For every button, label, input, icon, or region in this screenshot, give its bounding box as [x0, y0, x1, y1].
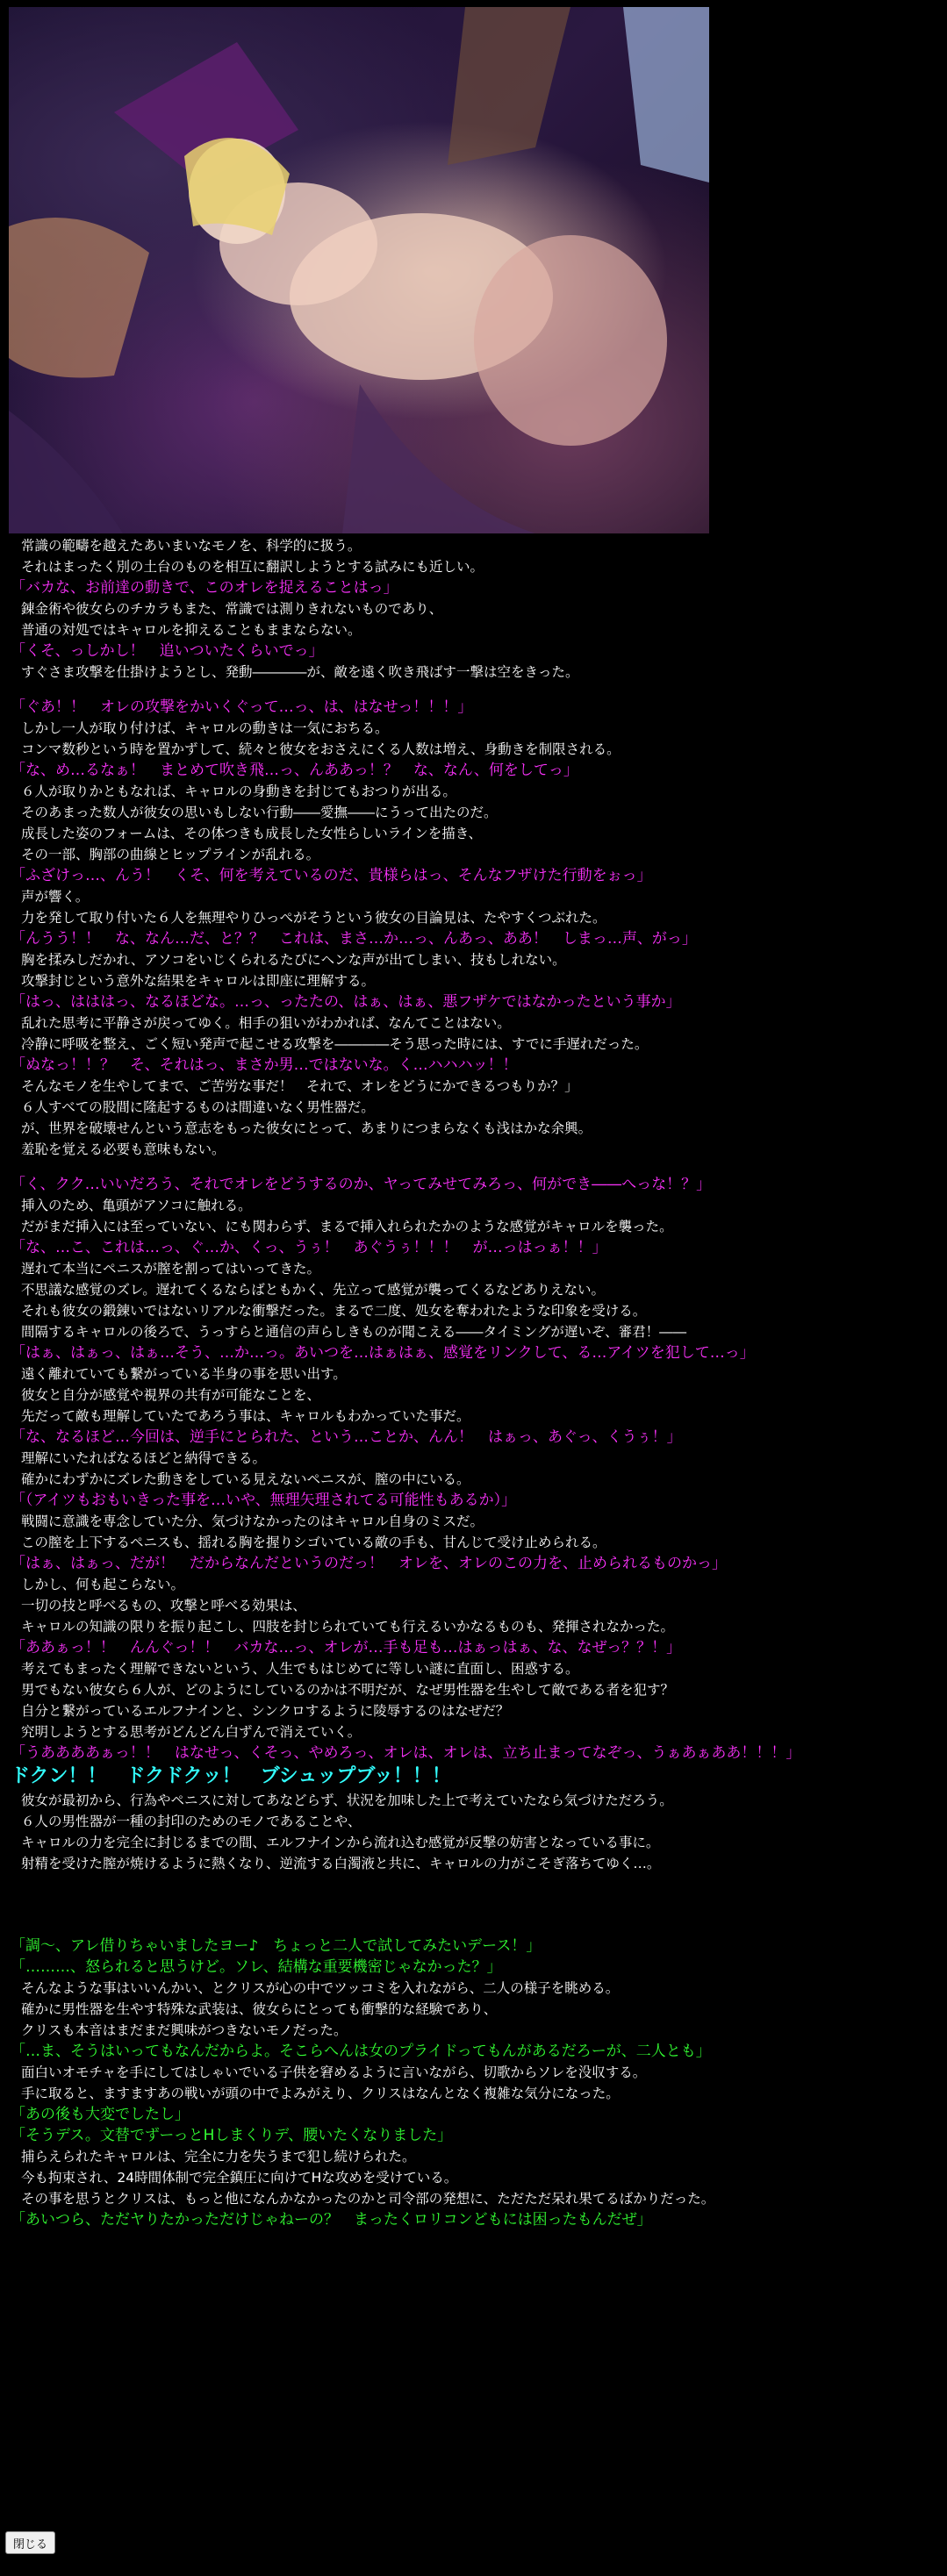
narration-line: 戦闘に意識を専念していた分、気づけなかったのはキャロル自身のミスだ。 — [21, 1513, 484, 1529]
spacer — [11, 683, 941, 697]
narration-line: 羞恥を覚える必要も意味もない。 — [21, 1141, 226, 1157]
narration-line: 挿入のため、亀頭がアソコに触れる。 — [21, 1198, 252, 1213]
dialogue-line: 「く、クク…いいだろう、それでオレをどうするのか、ヤってみせてみろっ、何ができ――へっな！？」 — [11, 1176, 712, 1193]
dialogue-line: 「ふざけっ…、んう！ くそ、何を考えているのだ、貴様らはっ、そんなフザけた行動をぉっ」 — [11, 867, 652, 884]
dialogue-line: 「な、なるほど…今回は、逆手にとられた、という…ことか、んん！ はぁっ、あぐっ、くうぅ！」 — [11, 1428, 682, 1446]
dialogue-line: 「調～、アレ借りちゃいましたヨー♪ ちょっと二人で試してみたいデース！」 — [11, 1937, 542, 1955]
narration-line: 遠く離れていても繋がっている半身の事を思い出す。 — [21, 1366, 347, 1382]
dialogue-line: 「くそ、っしかし！ 追いついたくらいでっ」 — [11, 642, 324, 660]
narration-line: 胸を揉みしだかれ、アソコをいじくられるたびにヘンな声が出てしまい、技もしれない。 — [21, 952, 566, 968]
dialogue-line: 「ぬなっ！！？ そ、それはっ、まさか男…ではないな。く…ハハハッ！！ — [11, 1056, 518, 1074]
narration-line: 錬金術や彼女らのチカラもまた、常識では測りきれないものであり、 — [21, 601, 443, 617]
narration-line: 普通の対処ではキャロルを抑えることもままならない。 — [21, 622, 362, 638]
illustration-shapes — [9, 7, 709, 533]
dialogue-line: 「はぁ、はぁっ、だが！ だからなんだというのだっ！ オレを、オレのこの力を、止められるものかっ」 — [11, 1555, 727, 1572]
dialogue-line: 「な、…こ、これは…っ、ぐ…か、くっ、うぅ！ あぐうぅ！！！ が…っはっぁ！！」 — [11, 1239, 607, 1256]
spacer — [11, 1160, 941, 1174]
narration-line: 先だって敵も理解していたであろう事は、キャロルもわかっていた事だ。 — [21, 1408, 470, 1424]
dialogue-line: 「（アイツもおもいきった事を…いや、無理矢理されてる可能性もあるか）」 — [11, 1492, 517, 1509]
narration-line: クリスも本音はまだまだ興味がつきないモノだった。 — [21, 2022, 348, 2038]
narration-line: 今も拘束され、24時間体制で完全鎮圧に向けてHな攻めを受けている。 — [21, 2170, 458, 2186]
narration-line: 確かにわずかにズレた動きをしている見えないペニスが、膣の中にいる。 — [21, 1471, 470, 1487]
narration-line: 乱れた思考に平静さが戻ってゆく。相手の狙いがわかれば、なんてことはない。 — [21, 1015, 511, 1031]
close-button[interactable]: 閉じる — [5, 2531, 55, 2554]
narration-line: ６人すべての股間に隆起するものは間違いなく男性器だ。 — [21, 1099, 375, 1115]
narration-line: キャロルの知識の限りを振り起こし、四肢を封じられていても行えるいかなるものも、発揮されなかった。 — [21, 1619, 675, 1635]
narration-line: が、世界を破壊せんという意志をもった彼女にとって、あまりにつまらなくも浅はかな余興。 — [21, 1120, 592, 1136]
sound-effect-line: ドクン！！ ドクドクッ！ ブシュップブッ！！！ — [11, 1765, 451, 1787]
narration-line: コンマ数秒という時を置かずして、続々と彼女をおさえにくる人数は増え、身動きを制限される。 — [21, 741, 621, 757]
narration-line: 一切の技と呼べるもの、攻撃と呼べる効果は、 — [21, 1598, 306, 1614]
narration-line: そんなモノを生やしてまで、ご苦労な事だ！ それで、オレをどうにかできるつもりか？」 — [21, 1078, 578, 1094]
narration-line: すぐさま攻撃を仕掛けようとし、発動――――が、敵を遠く吹き飛ばす一撃は空をきった。 — [21, 664, 579, 680]
narration-line: この膣を上下するペニスも、揺れる胸を握りシゴいている敵の手も、甘んじて受け止められる。 — [21, 1535, 606, 1550]
story-text — [11, 535, 941, 2230]
narration-line: 理解にいたればなるほどと納得できる。 — [21, 1450, 267, 1466]
dialogue-line: 「バカな、お前達の動きで、このオレを捉えることはっ」 — [11, 579, 398, 597]
narration-line: 捕らえられたキャロルは、完全に力を失うまで犯し続けられた。 — [21, 2149, 416, 2165]
narration-line: ６人の男性器が一種の封印のためのモノであることや、 — [21, 1814, 362, 1829]
narration-line: キャロルの力を完全に封じるまでの間、エルフナインから流れ込む感覚が反撃の妨害となっている事に。 — [21, 1835, 660, 1850]
narration-line: 冷静に呼吸を整え、ごく短い発声で起こせる攻撃を――――そう思った時には、すでに手遅れだった。 — [21, 1036, 649, 1052]
narration-line: その一部、胸部の曲線とヒップラインが乱れる。 — [21, 847, 320, 862]
narration-line: 力を発して取り付いた６人を無理やりひっぺがそうという彼女の目論見は、たやすくつぶれた。 — [21, 910, 606, 926]
narration-line: 究明しようとする思考がどんどん白ずんで消えていく。 — [21, 1724, 362, 1740]
narration-line: その事を思うとクリスは、もっと他になんかなかったのかと司令部の発想に、ただただ呆れ果てるばかりだった。 — [21, 2191, 715, 2207]
narration-line: 手に取ると、ますますあの戦いが頭の中でよみがえり、クリスはなんとなく複雑な気分になった。 — [21, 2086, 620, 2101]
narration-line: 自分と繋がっているエルフナインと、シンクロするように陵辱するのはなぜだ？ — [21, 1703, 510, 1719]
narration-line: それはまったく別の土台のものを相互に翻訳しようとする試みにも近しい。 — [21, 559, 484, 575]
dialogue-line: 「…ま、そうはいってもなんだからよ。そこらへんは女のプライドってもんがあるだろーが、二人とも」 — [11, 2043, 711, 2060]
narration-line: 射精を受けた膣が焼けるように熱くなり、逆流する白濁液と共に、キャロルの力がこそぎ落ちてゆく…。 — [21, 1856, 661, 1871]
spacer — [11, 1874, 941, 1936]
narration-line: それも彼女の鍛錬いではないリアルな衝撃だった。まるで二度、処女を奪われたような印象を受ける。 — [21, 1303, 647, 1319]
narration-line: 彼女が最初から、行為やペニスに対してあなどらず、状況を加味した上で考えていたなら気づけただろう。 — [21, 1792, 673, 1808]
narration-line: 声が響く。 — [21, 889, 90, 905]
dialogue-line: 「あの後も大変でしたし」 — [11, 2106, 190, 2123]
narration-line: 男でもない彼女ら６人が、どのようにしているのかは不明だが、なぜ男性器を生やして敵である者を犯す？ — [21, 1682, 675, 1698]
dialogue-line: 「ああぁっ！！ んんぐっ！！ バカな…っ、オレが…手も足も…はぁっはぁ、な、なぜっ？？！」 — [11, 1639, 682, 1657]
narration-line: そのあまった数人が彼女の思いもしない行動――愛撫――にうって出たのだ。 — [21, 805, 498, 820]
narration-line: 彼女と自分が感覚や視界の共有が可能なことを、 — [21, 1387, 321, 1403]
narration-line: 間隔するキャロルの後ろで、うっすらと通信の声らしきものが聞こえる――タイミングが遅いぞ、審君！―― — [21, 1324, 687, 1340]
narration-line: 確かに男性器を生やす特殊な武装は、彼女らにとっても衝撃的な経験であり、 — [21, 2001, 498, 2017]
narration-line: しかし一人が取り付けば、キャロルの動きは一気におちる。 — [21, 720, 389, 736]
narration-line: 攻撃封じという意外な結果をキャロルは即座に理解する。 — [21, 973, 376, 989]
dialogue-line: 「んうう！！ な、なん…だ、と？？ これは、まさ…か…っ、んあっ、ああ！ しまっ…声、がっ」 — [11, 930, 697, 948]
narration-line: そんなような事はいいんかい、とクリスが心の中でツッコミを入れながら、二人の様子を眺める。 — [21, 1980, 620, 1996]
narration-line: 常識の範疇を越えたあいまいなモノを、科学的に扱う。 — [21, 538, 362, 554]
narration-line: しかし、何も起こらない。 — [21, 1577, 185, 1592]
narration-line: 遅れて本当にペニスが膣を割ってはいってきた。 — [21, 1261, 321, 1277]
dialogue-line: 「………、怒られると思うけど。ソレ、結構な重要機密じゃなかった？」 — [11, 1958, 502, 1976]
story-illustration — [9, 7, 709, 533]
dialogue-line: 「そうデス。文替でずーっとHしまくりデ、腰いたくなりました」 — [11, 2127, 453, 2144]
narration-line: 考えてもまったく理解できないという、人生でもはじめてに等しい謎に直面し、困惑する。 — [21, 1661, 579, 1677]
dialogue-line: 「あいつら、ただヤりたかっただけじゃねーの？ まったくロリコンどもには困ったもんだぜ」 — [11, 2211, 652, 2229]
dialogue-line: 「はっ、はははっ、なるほどな。…っ、ったたの、はぁ、はぁ、悪フザケではなかったという事か」 — [11, 993, 681, 1011]
narration-line: だがまだ挿入には至っていない、にも関わらず、まるで挿入れられたかのような感覚がキャロルを襲った。 — [21, 1219, 673, 1234]
narration-line: 面白いオモチャを手にしてはしゃいでいる子供を窘めるように言いながら、切歌からソレを没収する。 — [21, 2064, 647, 2080]
dialogue-line: 「ぐあ！！ オレの攻撃をかいくぐって…っ、は、はなせっ！！！」 — [11, 698, 473, 716]
narration-line: 不思議な感覚のズレ。遅れてくるならばともかく、先立って感覚が襲ってくるなどありえない。 — [21, 1282, 605, 1298]
dialogue-line: 「はぁ、はぁっ、はぁ…そう、…か…っ。あいつを…はぁはぁ、感覚をリンクして、る…アイツを犯して…っ」 — [11, 1344, 755, 1362]
narration-line: ６人が取りかともなれば、キャロルの身動きを封じてもおつりが出る。 — [21, 784, 456, 799]
dialogue-line: 「うああああぁっ！！ はなせっ、くそっ、やめろっ、オレは、オレは、立ち止まってなぞっ、うぁあぁああ！！！」 — [11, 1744, 801, 1762]
dialogue-line: 「な、め…るなぁ！ まとめて吹き飛…っ、んああっ！？ な、なん、何をしてっ」 — [11, 762, 578, 779]
narration-line: 成長した姿のフォームは、その体つきも成長した女性らしいラインを描き、 — [21, 826, 483, 841]
